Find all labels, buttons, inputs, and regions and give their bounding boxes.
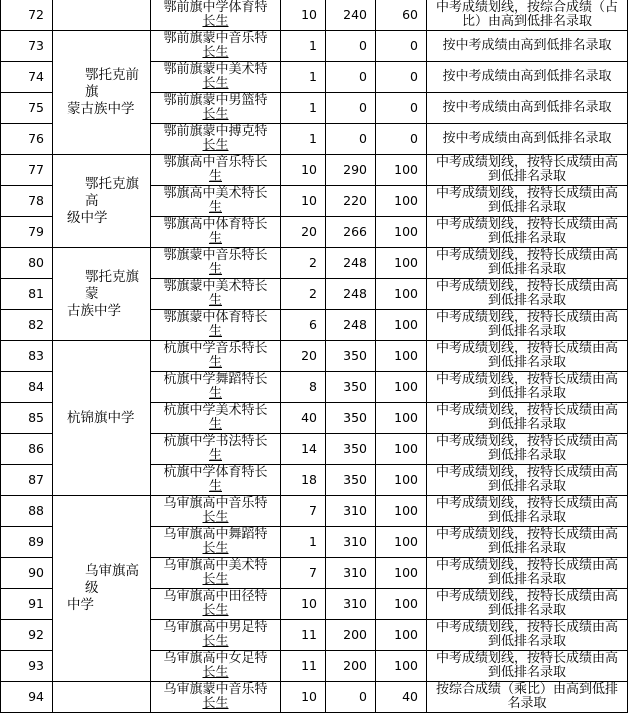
text-line: 到低排名录取: [487, 572, 566, 587]
row-number: 74: [1, 62, 53, 93]
score-value: 0: [326, 62, 376, 93]
score-value: 248: [326, 279, 376, 310]
ratio-value: 100: [376, 341, 427, 372]
score-value: 248: [326, 248, 376, 279]
plan-value: 1: [281, 124, 326, 155]
plan-value: 10: [281, 682, 326, 713]
plan-value: 10: [281, 589, 326, 620]
ratio-value: 100: [376, 620, 427, 651]
specialty-name: [151, 558, 281, 589]
row-number: 79: [1, 217, 53, 248]
score-value: 350: [326, 372, 376, 403]
text-line: 比）由高到低排名录取: [461, 14, 592, 29]
row-number: 90: [1, 558, 53, 589]
text-line: 杭旗中学美术特长: [163, 403, 268, 418]
text-line: 鄂旗高中音乐特长: [163, 155, 268, 170]
ratio-value: 60: [376, 0, 427, 31]
admission-remark: [427, 527, 628, 558]
admission-remark: [427, 217, 628, 248]
text-line: 生: [208, 231, 222, 246]
admission-remark: [427, 279, 628, 310]
ratio-value: 100: [376, 589, 427, 620]
text-line: 长生: [202, 541, 229, 556]
text-line: 长生: [202, 138, 229, 153]
text-line: 到低排名录取: [487, 634, 566, 649]
admission-remark: [427, 620, 628, 651]
text-line: 杭锦旗中学: [67, 409, 135, 426]
text-line: 名录取: [507, 696, 547, 711]
text-line: 中考成绩划线，按特长成绩由高: [435, 310, 618, 325]
ratio-value: 100: [376, 527, 427, 558]
score-value: 310: [326, 527, 376, 558]
table-row: [1, 341, 628, 372]
ratio-value: 40: [376, 682, 427, 713]
text-line: 乌审旗高级: [85, 563, 139, 596]
plan-value: 40: [281, 403, 326, 434]
plan-value: 8: [281, 372, 326, 403]
score-value: 248: [326, 310, 376, 341]
admission-remark: [427, 341, 628, 372]
text-line: 按中考成绩由高到低排名录取: [442, 100, 612, 115]
specialty-name: [151, 403, 281, 434]
text-line: 乌审旗高中男足特: [163, 620, 268, 635]
admission-remark: [427, 186, 628, 217]
score-value: 350: [326, 341, 376, 372]
text-line: 到低排名录取: [487, 665, 566, 680]
score-value: 0: [326, 682, 376, 713]
admission-remark: [427, 434, 628, 465]
specialty-name: [151, 341, 281, 372]
specialty-name: [151, 465, 281, 496]
text-line: 到低排名录取: [487, 479, 566, 494]
ratio-value: 100: [376, 651, 427, 682]
text-line: 杭旗中学舞蹈特长: [163, 372, 268, 387]
score-value: 0: [326, 124, 376, 155]
score-value: 350: [326, 403, 376, 434]
text-line: 鄂前旗中学体育特: [163, 0, 268, 15]
plan-value: 11: [281, 651, 326, 682]
text-line: 中考成绩划线，按特长成绩由高: [435, 372, 618, 387]
text-line: 中考成绩划线，按特长成绩由高: [435, 186, 618, 201]
specialty-name: [151, 62, 281, 93]
plan-value: 11: [281, 620, 326, 651]
plan-value: 2: [281, 248, 326, 279]
plan-value: 10: [281, 155, 326, 186]
score-value: 310: [326, 496, 376, 527]
row-number: 93: [1, 651, 53, 682]
ratio-value: 0: [376, 124, 427, 155]
text-line: 生: [208, 417, 222, 432]
text-line: 中考成绩划线，按特长成绩由高: [435, 248, 618, 263]
ratio-value: 100: [376, 217, 427, 248]
plan-value: 10: [281, 0, 326, 31]
text-line: 长生: [202, 14, 229, 29]
specialty-name: [151, 217, 281, 248]
text-line: 鄂前旗蒙中男篮特: [163, 93, 268, 108]
text-line: 生: [208, 262, 222, 277]
text-line: 中考成绩划线，按特长成绩由高: [435, 558, 618, 573]
score-value: 240: [326, 0, 376, 31]
row-number: 87: [1, 465, 53, 496]
text-line: 中考成绩划线，按特长成绩由高: [435, 527, 618, 542]
row-number: 84: [1, 372, 53, 403]
admission-remark: [427, 372, 628, 403]
row-number: 82: [1, 310, 53, 341]
row-number: 75: [1, 93, 53, 124]
ratio-value: 0: [376, 93, 427, 124]
admission-remark: [427, 31, 628, 62]
row-number: 76: [1, 124, 53, 155]
school-name-cell: [53, 248, 151, 341]
specialty-name: [151, 372, 281, 403]
admission-remark: [427, 465, 628, 496]
text-line: 到低排名录取: [487, 231, 566, 246]
admission-remark: [427, 124, 628, 155]
admission-remark: [427, 0, 628, 31]
plan-value: 20: [281, 217, 326, 248]
row-number: 89: [1, 527, 53, 558]
text-line: 中考成绩划线，按特长成绩由高: [435, 341, 618, 356]
text-line: 生: [208, 448, 222, 463]
school-name-cell: [53, 31, 151, 155]
text-line: 中考成绩划线，按特长成绩由高: [435, 465, 618, 480]
text-line: 鄂前旗蒙中音乐特: [163, 31, 268, 46]
row-number: 88: [1, 496, 53, 527]
plan-value: 20: [281, 341, 326, 372]
specialty-name: [151, 620, 281, 651]
ratio-value: 100: [376, 403, 427, 434]
text-line: 生: [208, 324, 222, 339]
text-line: 鄂旗高中体育特长: [163, 217, 268, 232]
text-line: 中考成绩划线，按特长成绩由高: [435, 434, 618, 449]
admission-remark: [427, 310, 628, 341]
specialty-name: [151, 93, 281, 124]
admission-remark: [427, 62, 628, 93]
text-line: 鄂前旗蒙中美术特: [163, 62, 268, 77]
row-number: 72: [1, 0, 53, 31]
row-number: 78: [1, 186, 53, 217]
specialty-name: [151, 496, 281, 527]
plan-value: 1: [281, 527, 326, 558]
ratio-value: 100: [376, 434, 427, 465]
text-line: 到低排名录取: [487, 417, 566, 432]
text-line: 到低排名录取: [487, 541, 566, 556]
ratio-value: 0: [376, 31, 427, 62]
score-value: 310: [326, 558, 376, 589]
score-value: 290: [326, 155, 376, 186]
school-name-cell: [53, 155, 151, 248]
text-line: 长生: [202, 572, 229, 587]
table-row: [1, 248, 628, 279]
text-line: 到低排名录取: [487, 324, 566, 339]
plan-value: 18: [281, 465, 326, 496]
specialty-name: [151, 279, 281, 310]
specialty-name: [151, 186, 281, 217]
text-line: 鄂托克前旗: [85, 67, 139, 100]
text-line: 乌审旗高中美术特: [163, 558, 268, 573]
text-line: 生: [208, 479, 222, 494]
score-value: 310: [326, 589, 376, 620]
row-number: 92: [1, 620, 53, 651]
school-name-cell: [53, 0, 151, 31]
specialty-name: [151, 124, 281, 155]
admission-remark: [427, 558, 628, 589]
ratio-value: 100: [376, 186, 427, 217]
text-line: 中考成绩划线，按特长成绩由高: [435, 217, 618, 232]
admission-remark: [427, 155, 628, 186]
text-line: 中考成绩划线，按特长成绩由高: [435, 651, 618, 666]
specialty-name: [151, 155, 281, 186]
specialty-name: [151, 682, 281, 713]
admission-remark: [427, 496, 628, 527]
ratio-value: 100: [376, 496, 427, 527]
text-line: 到低排名录取: [487, 510, 566, 525]
text-line: 杭旗中学音乐特长: [163, 341, 268, 356]
text-line: 中考成绩划线，按综合成绩（占: [435, 0, 618, 15]
admission-remark: [427, 248, 628, 279]
text-line: 长生: [202, 665, 229, 680]
text-line: 到低排名录取: [487, 448, 566, 463]
text-line: 鄂旗蒙中美术特长: [163, 279, 268, 294]
score-value: 0: [326, 31, 376, 62]
text-line: 到低排名录取: [487, 355, 566, 370]
text-line: 杭旗中学体育特长: [163, 465, 268, 480]
ratio-value: 100: [376, 279, 427, 310]
specialty-name: [151, 589, 281, 620]
text-line: 中考成绩划线，按特长成绩由高: [435, 496, 618, 511]
row-number: 85: [1, 403, 53, 434]
plan-value: 6: [281, 310, 326, 341]
text-line: 鄂旗蒙中音乐特长: [163, 248, 268, 263]
text-line: 鄂旗高中美术特长: [163, 186, 268, 201]
text-line: 生: [208, 293, 222, 308]
ratio-value: 100: [376, 372, 427, 403]
score-value: 350: [326, 434, 376, 465]
text-line: 鄂前旗蒙中搏克特: [163, 124, 268, 139]
table-row: [1, 155, 628, 186]
score-value: 200: [326, 620, 376, 651]
text-line: 级中学: [67, 209, 108, 226]
row-number: 73: [1, 31, 53, 62]
text-line: 中考成绩划线，按特长成绩由高: [435, 155, 618, 170]
admission-remark: [427, 403, 628, 434]
plan-value: 7: [281, 558, 326, 589]
text-line: 到低排名录取: [487, 262, 566, 277]
text-line: 乌审旗高中舞蹈特: [163, 527, 268, 542]
school-name-cell: [53, 496, 151, 682]
ratio-value: 100: [376, 248, 427, 279]
text-line: 乌审旗高中音乐特: [163, 496, 268, 511]
row-number: 81: [1, 279, 53, 310]
text-line: 生: [208, 200, 222, 215]
row-number: 94: [1, 682, 53, 713]
admission-remark: [427, 651, 628, 682]
plan-value: 7: [281, 496, 326, 527]
text-line: 到低排名录取: [487, 169, 566, 184]
row-number: 86: [1, 434, 53, 465]
table-row: [1, 682, 628, 713]
row-number: 83: [1, 341, 53, 372]
text-line: 到低排名录取: [487, 603, 566, 618]
text-line: 长生: [202, 45, 229, 60]
text-line: 按综合成绩（乘比）由高到低排: [435, 682, 618, 697]
text-line: 长生: [202, 107, 229, 122]
text-line: 长生: [202, 696, 229, 711]
admission-remark: [427, 589, 628, 620]
text-line: 鄂旗蒙中体育特长: [163, 310, 268, 325]
text-line: 长生: [202, 603, 229, 618]
text-line: 生: [208, 386, 222, 401]
specialty-name: [151, 527, 281, 558]
specialty-name: [151, 0, 281, 31]
text-line: 中考成绩划线，按特长成绩由高: [435, 279, 618, 294]
text-line: 到低排名录取: [487, 293, 566, 308]
plan-value: 14: [281, 434, 326, 465]
text-line: 鄂托克旗高: [85, 175, 139, 209]
text-line: 按中考成绩由高到低排名录取: [442, 38, 612, 53]
specialty-name: [151, 434, 281, 465]
text-line: 乌审旗高中田径特: [163, 589, 268, 604]
text-line: 到低排名录取: [487, 200, 566, 215]
text-line: 中考成绩划线，按特长成绩由高: [435, 620, 618, 635]
text-line: 长生: [202, 76, 229, 91]
admission-remark: [427, 93, 628, 124]
text-line: 鄂托克旗蒙: [85, 268, 139, 302]
score-value: 350: [326, 465, 376, 496]
ratio-value: 100: [376, 310, 427, 341]
text-line: 长生: [202, 634, 229, 649]
plan-value: 1: [281, 31, 326, 62]
row-number: 77: [1, 155, 53, 186]
table-row: [1, 31, 628, 62]
table-row: [1, 496, 628, 527]
plan-value: 1: [281, 62, 326, 93]
text-line: 中学: [67, 597, 94, 613]
score-value: 200: [326, 651, 376, 682]
text-line: 生: [208, 169, 222, 184]
text-line: 到低排名录取: [487, 386, 566, 401]
score-value: 0: [326, 93, 376, 124]
text-line: 杭旗中学书法特长: [163, 434, 268, 449]
ratio-value: 100: [376, 558, 427, 589]
table-body: [1, 0, 628, 713]
text-line: 蒙古族中学: [67, 101, 135, 117]
plan-value: 2: [281, 279, 326, 310]
admission-remark: [427, 682, 628, 713]
ratio-value: 0: [376, 62, 427, 93]
specialty-name: [151, 31, 281, 62]
plan-value: 10: [281, 186, 326, 217]
score-value: 266: [326, 217, 376, 248]
text-line: 乌审旗高中女足特: [163, 651, 268, 666]
specialty-name: [151, 651, 281, 682]
text-line: 按中考成绩由高到低排名录取: [442, 69, 612, 84]
table-row: [1, 0, 628, 31]
school-name-cell: [53, 682, 151, 713]
score-value: 220: [326, 186, 376, 217]
specialty-name: [151, 310, 281, 341]
plan-value: 1: [281, 93, 326, 124]
text-line: 乌审旗蒙中音乐特: [163, 682, 268, 697]
row-number: 91: [1, 589, 53, 620]
school-name-cell: [53, 341, 151, 496]
text-line: 古族中学: [67, 302, 121, 319]
ratio-value: 100: [376, 155, 427, 186]
text-line: 按中考成绩由高到低排名录取: [442, 131, 612, 146]
text-line: 中考成绩划线，按特长成绩由高: [435, 589, 618, 604]
specialty-name: [151, 248, 281, 279]
row-number: 80: [1, 248, 53, 279]
text-line: 中考成绩划线，按特长成绩由高: [435, 403, 618, 418]
text-line: 生: [208, 355, 222, 370]
ratio-value: 100: [376, 465, 427, 496]
text-line: 长生: [202, 510, 229, 525]
